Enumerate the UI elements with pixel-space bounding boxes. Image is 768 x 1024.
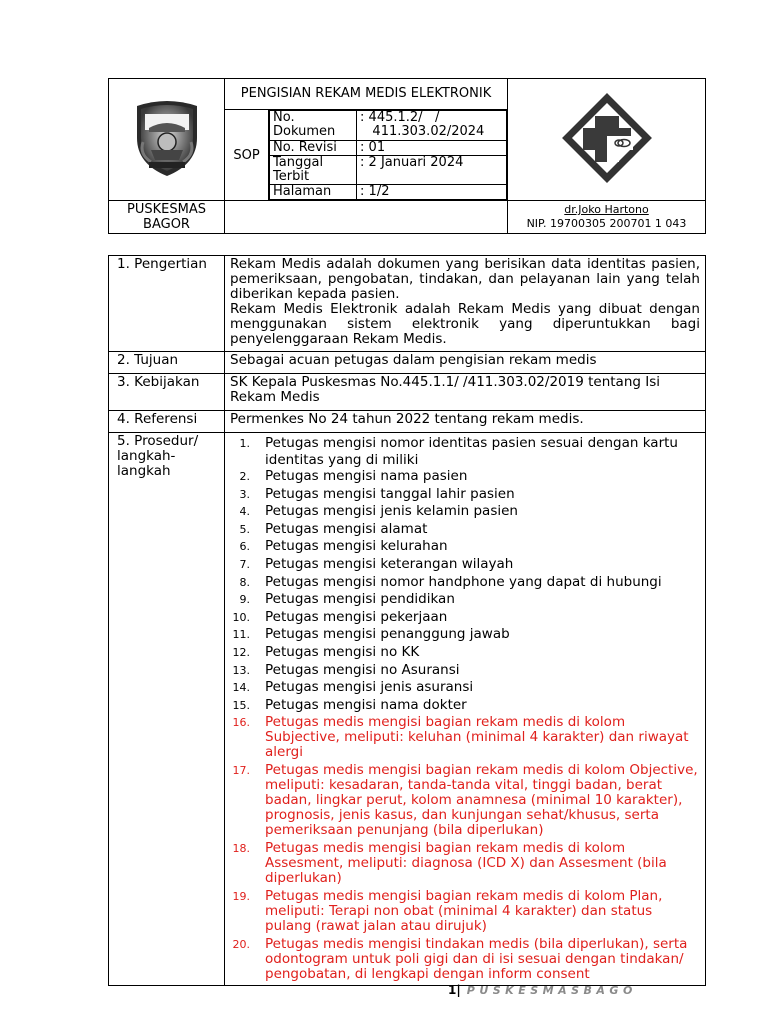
page-number: 1: [448, 983, 457, 997]
step-text: Petugas mengisi jenis kelamin pasien: [265, 503, 518, 520]
step-text: Petugas mengisi no Asuransi: [265, 661, 460, 678]
section-label: 4. Referensi: [109, 411, 225, 433]
step-number: 15.: [232, 698, 250, 712]
signer-nip: NIP. 19700305 200701 1 043: [526, 217, 687, 230]
regency-emblem-icon: [127, 98, 207, 178]
procedure-step: [230, 841, 700, 886]
procedure-step: [230, 435, 700, 469]
step-text: Petugas mengisi kelurahan: [265, 538, 448, 555]
meta-value: : 1/2: [357, 185, 507, 200]
step-number: 9.: [239, 593, 250, 607]
tujuan-text: Sebagai acuan petugas dalam pengisian rekam medis: [225, 352, 706, 374]
section-label: 1. Pengertian: [109, 256, 225, 352]
step-number: 4.: [239, 505, 250, 519]
signer-name: dr.Joko Hartono: [564, 203, 649, 216]
document-title: PENGISIAN REKAM MEDIS ELEKTRONIK: [225, 79, 508, 110]
step-number: 12.: [232, 645, 250, 659]
step-number: 5.: [239, 522, 250, 536]
procedure-step: [230, 627, 700, 642]
step-text: Petugas mengisi jenis asuransi: [265, 679, 474, 696]
procedure-step: [230, 645, 700, 660]
procedure-step: [230, 937, 700, 982]
section-label: 3. Kebijakan: [109, 374, 225, 411]
step-number: 18.: [232, 842, 250, 856]
puskesmas-logo-cell: [508, 79, 706, 201]
sop-label: SOP: [225, 110, 269, 201]
meta-value: : 445.1.2/ / 411.303.02/2024: [357, 111, 507, 141]
meta-value: : 01: [357, 141, 507, 156]
procedure-step: [230, 539, 700, 554]
section-label: 5. Prosedur/ langkah-langkah: [109, 433, 225, 986]
step-number: 14.: [232, 681, 250, 695]
step-text: Petugas mengisi nama pasien: [265, 468, 468, 484]
step-text: Petugas mengisi no KK: [265, 643, 420, 660]
procedure-step: [230, 715, 700, 760]
procedure-step: [230, 610, 700, 625]
pengertian-text-1: Rekam Medis adalah dokumen yang berisikan data identitas pasien, pemeriksaan, pengobatan, tindakan, dan pelayanan lain yang telah diberikan kepada pasien.: [230, 256, 700, 302]
section-label: 2. Tujuan: [109, 352, 225, 374]
step-number: 3.: [239, 487, 250, 501]
step-text: Petugas mengisi nomor handphone yang dapat di hubungi: [265, 573, 662, 590]
blank-cell: [225, 201, 508, 234]
step-number: 11.: [232, 628, 250, 642]
step-number: 17.: [232, 764, 250, 778]
step-text: Petugas mengisi penanggung jawab: [265, 626, 510, 643]
meta-label: Halaman: [270, 185, 357, 200]
step-number: 6.: [239, 540, 250, 554]
step-text: Petugas medis mengisi bagian rekam medis di kolom Objective, meliputi: kesadaran, tanda-tanda vital, tinggi badan, berat badan, lingkar perut, kolom anamnesa (minimal 10 karakter), prognosis, jenis kasus, dan kunjungan sehat/khusus, serta pemeriksaan penunjang (bila diperlukan): [265, 762, 698, 839]
procedure-step: [230, 469, 700, 484]
meta-label: No. Dokumen: [270, 111, 357, 141]
step-number: 1.: [239, 437, 250, 450]
step-number: 16.: [232, 716, 250, 730]
footer-separator: |: [456, 983, 461, 997]
step-text: Petugas mengisi nama dokter: [265, 696, 467, 713]
regency-emblem-cell: [109, 79, 225, 201]
step-text: Petugas mengisi pendidikan: [265, 591, 455, 608]
step-text: Petugas medis mengisi tindakan medis (bila diperlukan), serta odontogram untuk poli gigi dan di isi sesuai dengan tindakan/ pengobatan, di lengkapi dengan inform consent: [265, 936, 688, 983]
sop-content-table: [108, 255, 706, 986]
step-text: Petugas mengisi tanggal lahir pasien: [265, 485, 515, 502]
sop-header-table: [108, 78, 706, 234]
step-number: 20.: [232, 938, 250, 952]
procedure-step: [230, 575, 700, 590]
procedure-step: [230, 487, 700, 502]
procedure-step: [230, 698, 700, 713]
procedure-step: [230, 504, 700, 519]
step-text: Petugas mengisi nomor identitas pasien sesuai dengan kartu identitas yang di miliki: [265, 435, 678, 468]
step-number: 7.: [239, 557, 250, 571]
referensi-text: Permenkes No 24 tahun 2022 tentang rekam medis.: [225, 411, 706, 433]
step-number: 8.: [239, 575, 250, 589]
kebijakan-text: SK Kepala Puskesmas No.445.1.1/ /411.303.02/2019 tentang Isi Rekam Medis: [225, 374, 706, 411]
prosedur-content: [225, 433, 706, 986]
organization-name: PUSKESMAS BAGOR: [109, 201, 225, 234]
step-number: 2.: [239, 470, 250, 483]
step-text: Petugas mengisi alamat: [265, 520, 428, 537]
pengertian-text-2: Rekam Medis Elektronik adalah Rekam Medis yang dibuat dengan menggunakan sistem elektronik yang diperuntukkan bagi penyelenggaraan Rekam Medis.: [230, 301, 700, 347]
procedure-step: [230, 680, 700, 695]
document-meta: [269, 110, 508, 201]
puskesmas-logo-icon: [561, 92, 653, 184]
procedure-steps: [230, 435, 700, 982]
step-number: 13.: [232, 663, 250, 677]
meta-value: : 2 Januari 2024: [357, 156, 507, 185]
procedure-step: [230, 763, 700, 838]
procedure-step: [230, 592, 700, 607]
step-text: Petugas medis mengisi bagian rekam medis di kolom Assesment, meliputi: diagnosa (ICD X) dan Assesment (bila diperlukan): [265, 840, 667, 887]
pengertian-content: [225, 256, 706, 352]
footer-org: PUSKESMASBAGO: [466, 984, 637, 997]
step-text: Petugas medis mengisi bagian rekam medis di kolom Plan, meliputi: Terapi non obat (minimal 4 karakter) dan status pulang (rawat jalan atau dirujuk): [265, 888, 663, 935]
meta-table: [269, 110, 507, 200]
step-text: Petugas mengisi keterangan wilayah: [265, 555, 514, 572]
procedure-step: [230, 557, 700, 572]
meta-label: No. Revisi: [270, 141, 357, 156]
procedure-step: [230, 889, 700, 934]
signer-block: [508, 201, 706, 234]
procedure-step: [230, 663, 700, 678]
step-text: Petugas medis mengisi bagian rekam medis di kolom Subjective, meliputi: keluhan (minimal 4 karakter) dan riwayat alergi: [265, 714, 689, 761]
meta-label: Tanggal Terbit: [270, 156, 357, 185]
step-number: 19.: [232, 890, 250, 904]
step-text: Petugas mengisi pekerjaan: [265, 608, 448, 625]
page-footer: [448, 983, 637, 997]
step-number: 10.: [232, 610, 250, 624]
procedure-step: [230, 522, 700, 537]
